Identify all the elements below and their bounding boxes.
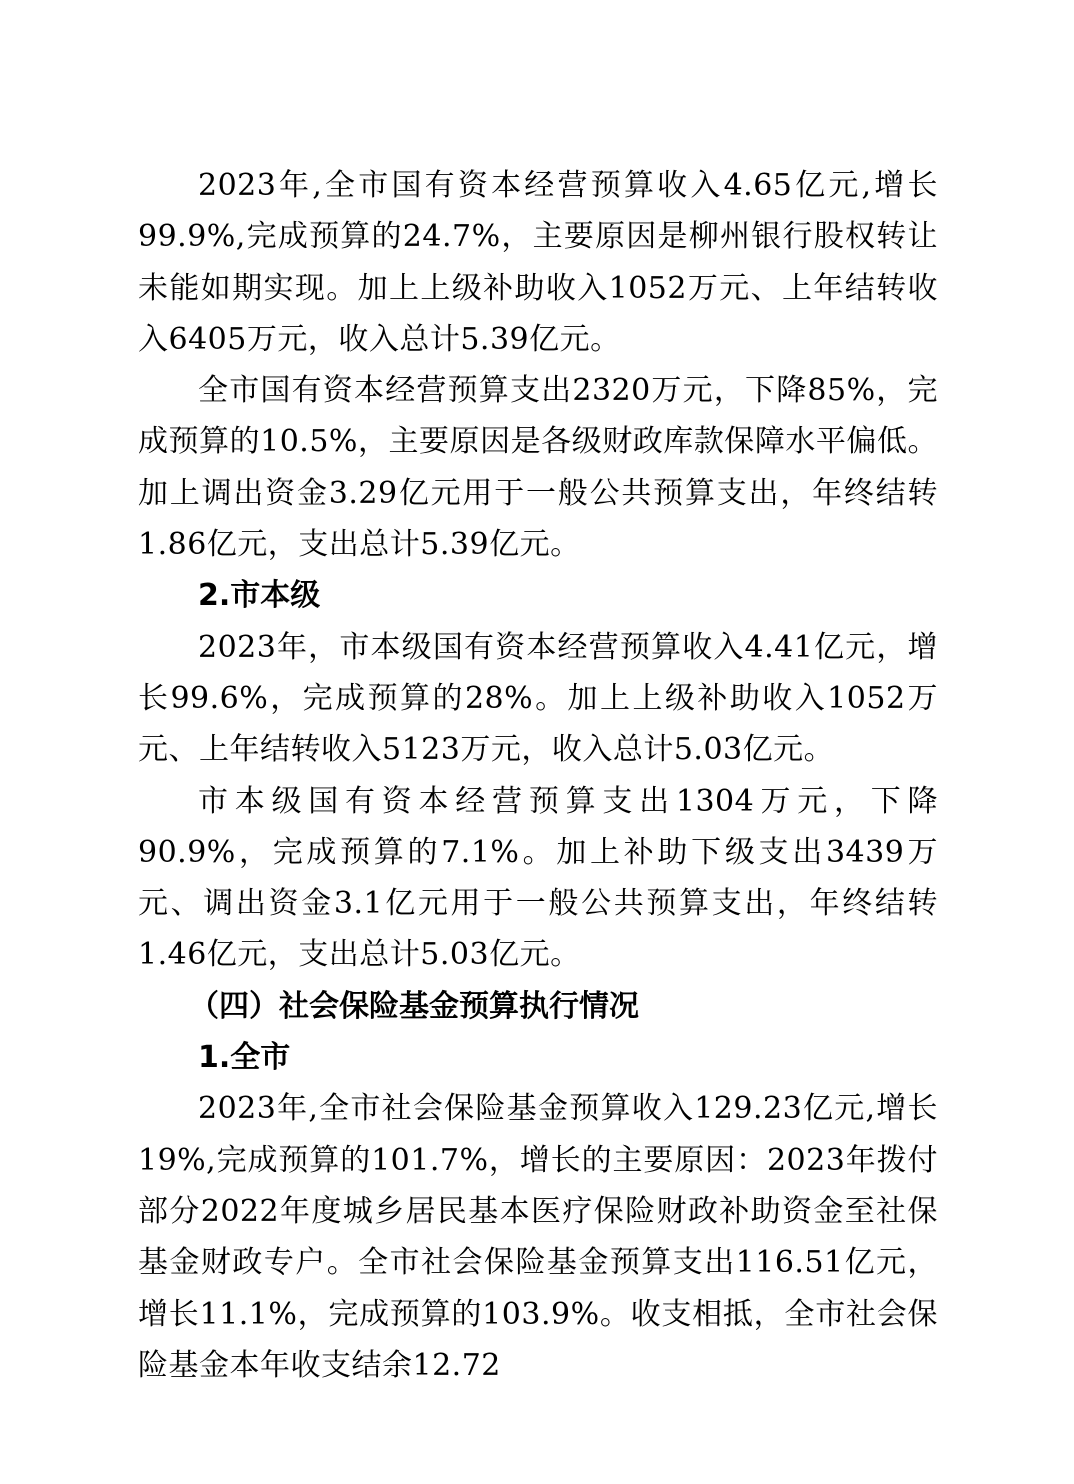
heading-whole-city: 1.全市	[198, 1040, 291, 1076]
heading-city-level: 2.市本级	[198, 578, 321, 614]
paragraph-city-level-revenue: 2023年，市本级国有资本经营预算收入4.41亿元，增长99.6%，完成预算的28%。加上上级补助收入1052万元、上年结转收入5123万元，收入总计5.03亿元。	[138, 629, 938, 768]
paragraph-state-capital-expenditure: 全市国有资本经营预算支出2320万元，下降85%，完成预算的10.5%，主要原因是各级财政库款保障水平偏低。加上调出资金3.29亿元用于一般公共预算支出，年终结转1.86亿元，支出总计5.39亿元。	[138, 373, 938, 563]
paragraph-social-insurance-summary: 2023年,全市社会保险基金预算收入129.23亿元,增长19%,完成预算的101.7%，增长的主要原因：2023年拨付部分2022年度城乡居民基本医疗保险财政补助资金至社保基金财政专户。全市社会保险基金预算支出116.51亿元，增长11.1%，完成预算的103.9%。收支相抵，全市社会保险基金本年收支结余12.72	[138, 1091, 938, 1383]
document-page	[138, 160, 938, 1391]
section-title-social-insurance: （四）社会保险基金预算执行情况	[189, 988, 639, 1024]
paragraph-state-capital-revenue: 2023年,全市国有资本经营预算收入4.65亿元,增长99.9%,完成预算的24.7%，主要原因是柳州银行股权转让未能如期实现。加上上级补助收入1052万元、上年结转收入6405万元，收入总计5.39亿元。	[138, 168, 938, 357]
paragraph-city-level-expenditure: 市本级国有资本经营预算支出1304万元，下降90.9%，完成预算的7.1%。加上补助下级支出3439万元、调出资金3.1亿元用于一般公共预算支出，年终结转1.46亿元，支出总计5.03亿元。	[138, 783, 938, 973]
